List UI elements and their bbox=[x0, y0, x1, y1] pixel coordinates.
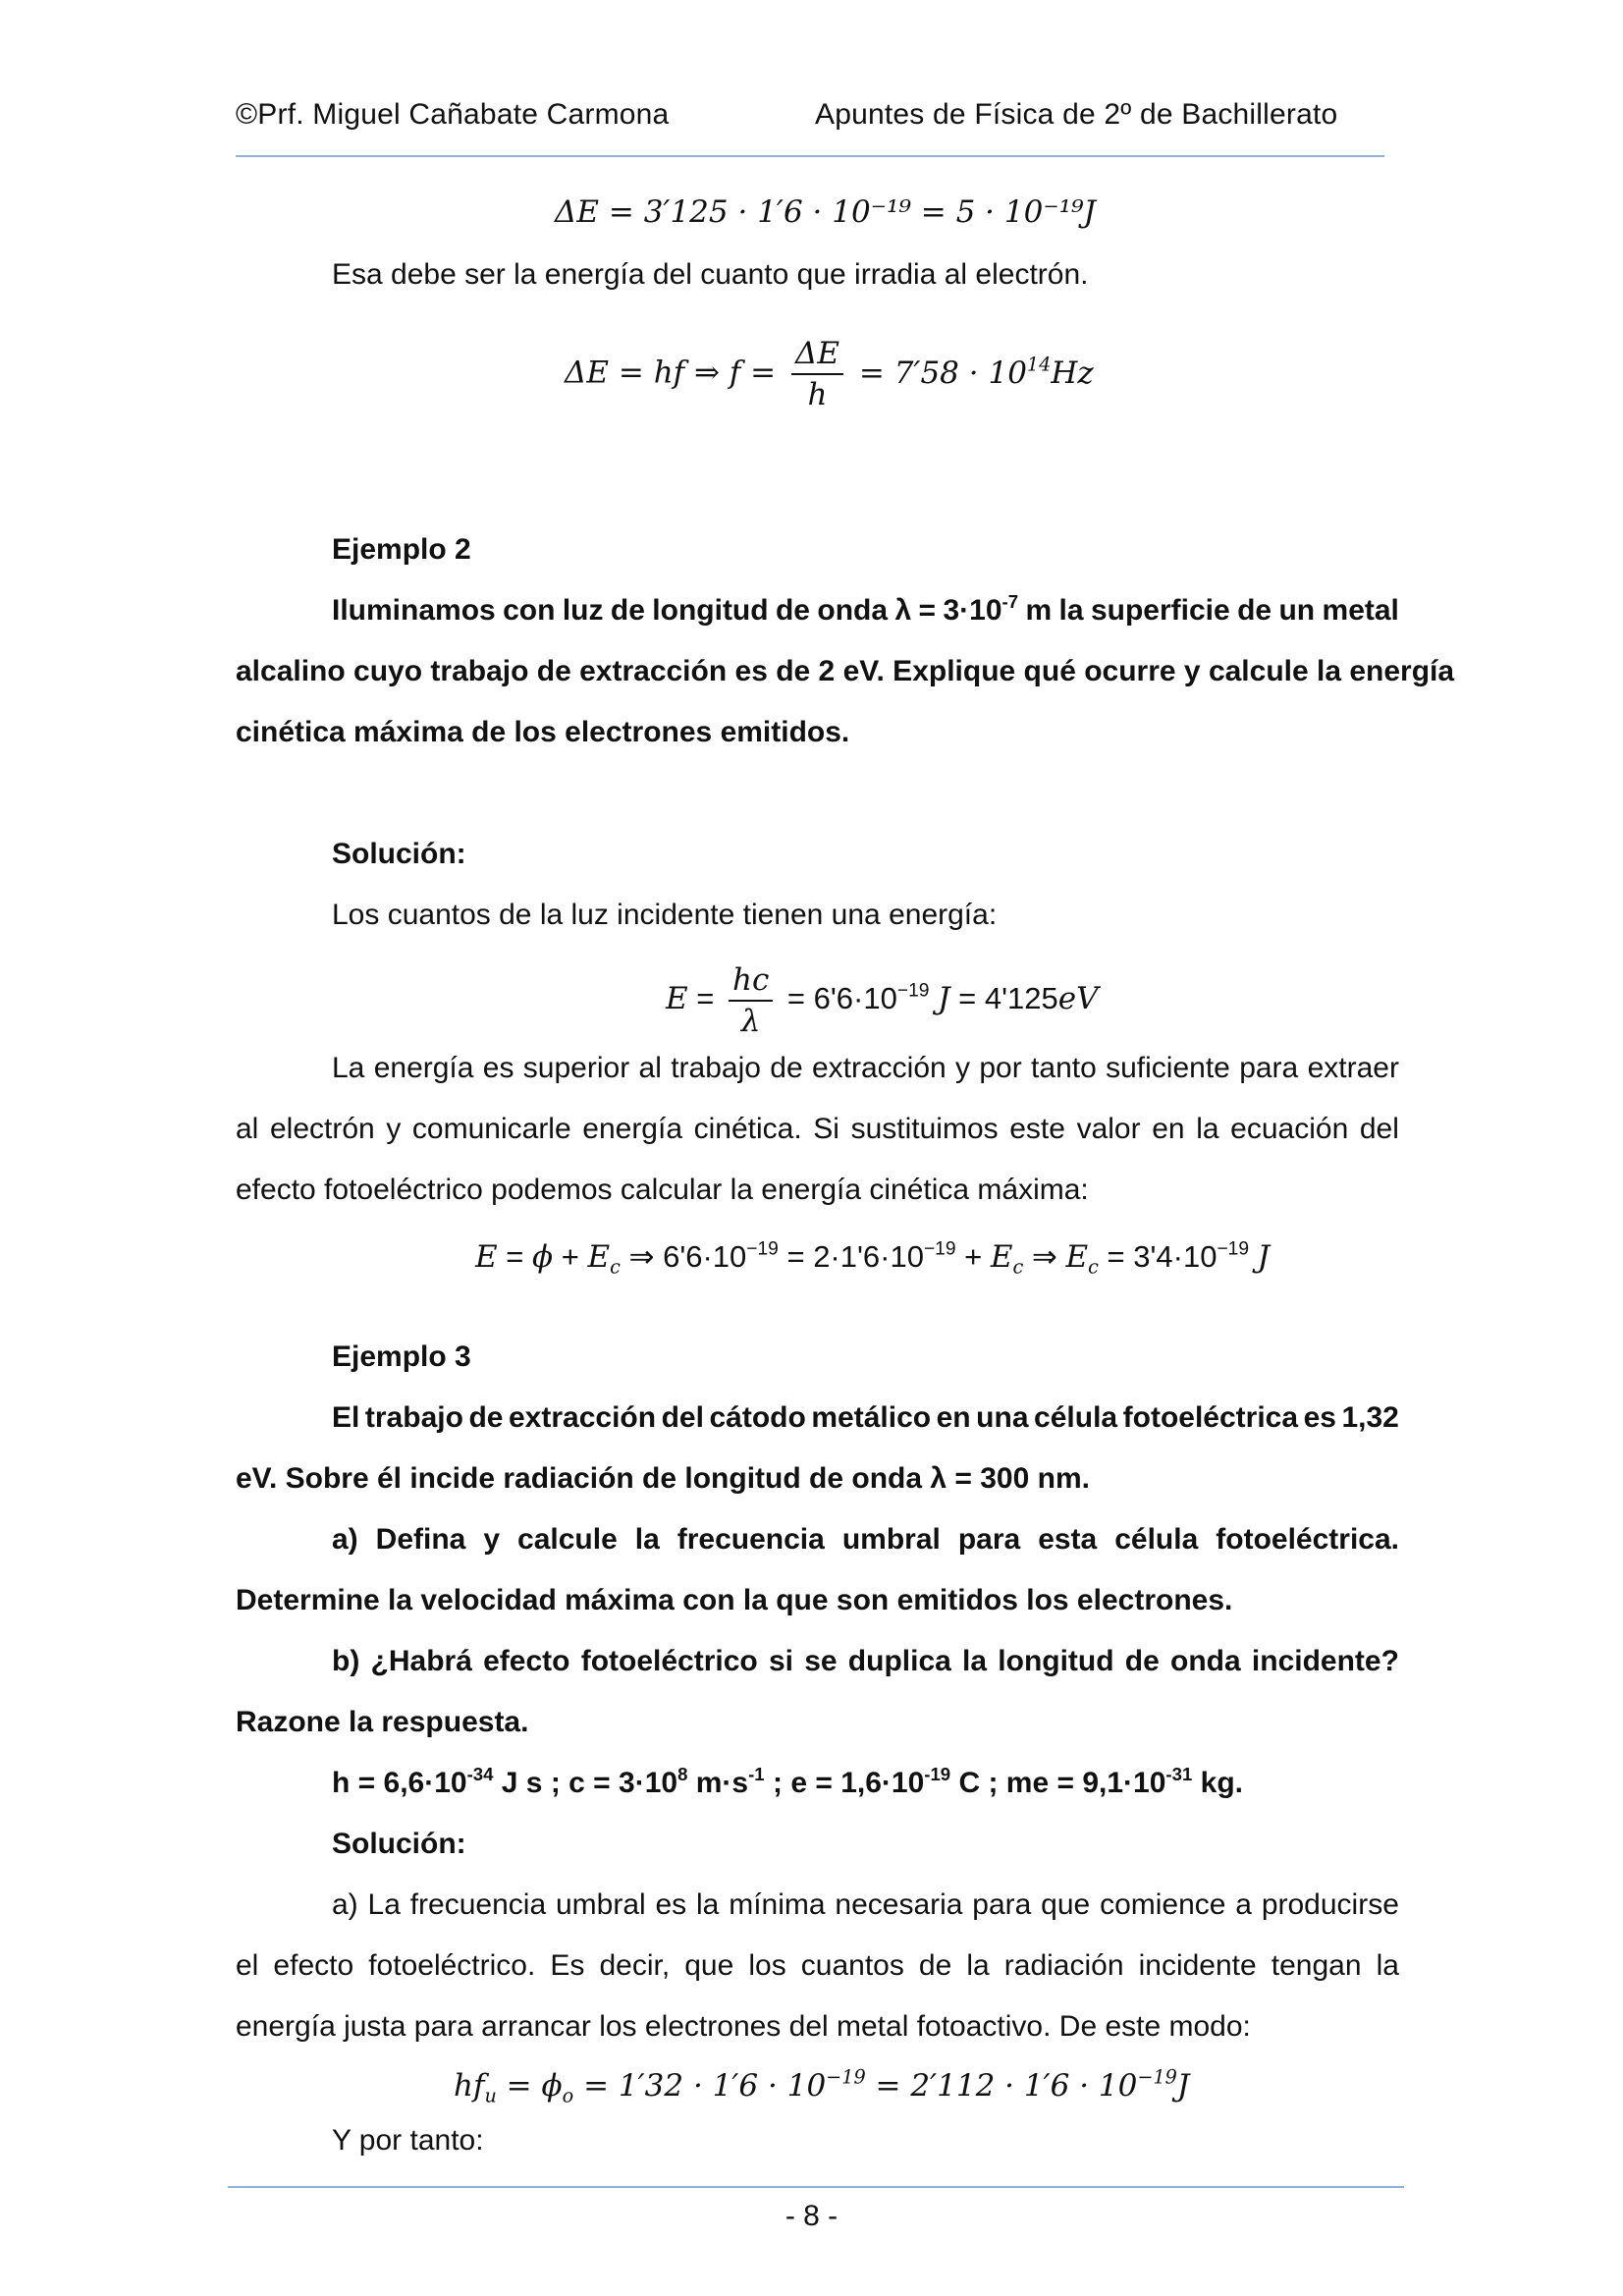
paragraph-line-3: energía justa para arrancar los electrones del metal fotoactivo. De este modo: bbox=[236, 2010, 1251, 2043]
header-author: ©Prf. Miguel Cañabate Carmona bbox=[236, 98, 670, 131]
equation-delta-e: ΔE = 3′125 · 1′6 · 10⁻¹⁹ = 5 · 10⁻¹⁹J bbox=[555, 194, 1096, 230]
example-3-statement-line-1: El trabajo de extracción del cátodo metálico en una célula fotoeléctrica es 1,32 bbox=[332, 1401, 1399, 1434]
example-3-statement-line-3: a) Defina y calcule la frecuencia umbral para esta célula fotoeléctrica. bbox=[332, 1523, 1399, 1556]
example-2-title: Ejemplo 2 bbox=[332, 533, 471, 566]
example-2-statement-line-2: alcalino cuyo trabajo de extracción es de 2 eV. Explique qué ocurre y calcule la energía bbox=[236, 655, 1455, 687]
text-line: Y por tanto: bbox=[332, 2124, 484, 2157]
footer-rule bbox=[228, 2186, 1404, 2188]
paragraph-line-1: a) La frecuencia umbral es la mínima necesaria para que comience a producirse bbox=[332, 1888, 1399, 1921]
example-2-statement-line-3: cinética máxima de los electrones emitidos. bbox=[236, 716, 850, 748]
paragraph-line-1: La energía es superior al trabajo de extracción y por tanto suficiente para extraer bbox=[332, 1052, 1399, 1084]
text-line: Esa debe ser la energía del cuanto que irradia al electrón. bbox=[332, 258, 1089, 291]
example-3-statement-line-4: Determine la velocidad máxima con la que son emitidos los electrones. bbox=[236, 1584, 1233, 1616]
equation-threshold-frequency: $hf_u = \phi_o = 1'32 \cdot 1'6 \cdot 10^{-19} = 2'112 \cdot 1'6 \cdot 10^{-19}J$ bbox=[454, 2065, 1190, 2107]
text-line: Los cuantos de la luz incidente tienen una energía: bbox=[332, 899, 998, 931]
paragraph-line-2: al electrón y comunicarle energía cinética. Si sustituimos este valor en la ecuación del bbox=[236, 1113, 1399, 1145]
example-3-title: Ejemplo 3 bbox=[332, 1340, 471, 1373]
solution-label: Solución: bbox=[332, 1828, 466, 1860]
header-rule bbox=[236, 155, 1384, 157]
solution-label: Solución: bbox=[332, 838, 466, 870]
paragraph-line-3: efecto fotoeléctrico podemos calcular la energía cinética máxima: bbox=[236, 1174, 1089, 1206]
paragraph-line-2: el efecto fotoeléctrico. Es decir, que los cuantos de la radiación incidente tengan la bbox=[236, 1949, 1399, 1982]
equation-kinetic-energy: $E = \phi + E_c$ ⇒ $6'6\cdot 10^{-19} = 2\cdot 1'6\cdot 10^{-19} + E_c$ ⇒ $E_c = 3'4\cdot 10^{-19}$ J bbox=[475, 1238, 1271, 1279]
example-3-statement-line-6: Razone la respuesta. bbox=[236, 1706, 529, 1738]
example-3-constants: $h = 6,6\cdot 10^{-34}$ J s ; $c = 3\cdot 10^8$ $m\cdot s^{-1}$ ; $e = 1,6\cdot 10^{-19}$ C ; me = $9,1\cdot 10^{-31}$ kg. bbox=[332, 1763, 1243, 1799]
example-2-statement-line-1: Iluminamos con luz de longitud de onda λ = $3\cdot 10^{-7}$ m la superficie de un metal bbox=[332, 590, 1399, 627]
example-3-statement-line-2: eV. Sobre él incide radiación de longitud de onda λ = 300 nm. bbox=[236, 1462, 1090, 1495]
page-number: - 8 - bbox=[784, 2200, 839, 2232]
header-title: Apuntes de Física de 2º de Bachillerato bbox=[815, 98, 1338, 131]
example-3-statement-line-5: b) ¿Habrá efecto fotoeléctrico si se duplica la longitud de onda incidente? bbox=[332, 1645, 1399, 1677]
equation-photon-energy: E = $\frac{hc}{\lambda}$ = $6'6\cdot 10^{-19}$ J = 4'125eV bbox=[666, 962, 1099, 1039]
equation-frequency: ΔE = hf ⇒ f = $\frac{\Delta E}{h}$ = $7'58 \cdot 10^{14}Hz$ bbox=[565, 336, 1094, 412]
